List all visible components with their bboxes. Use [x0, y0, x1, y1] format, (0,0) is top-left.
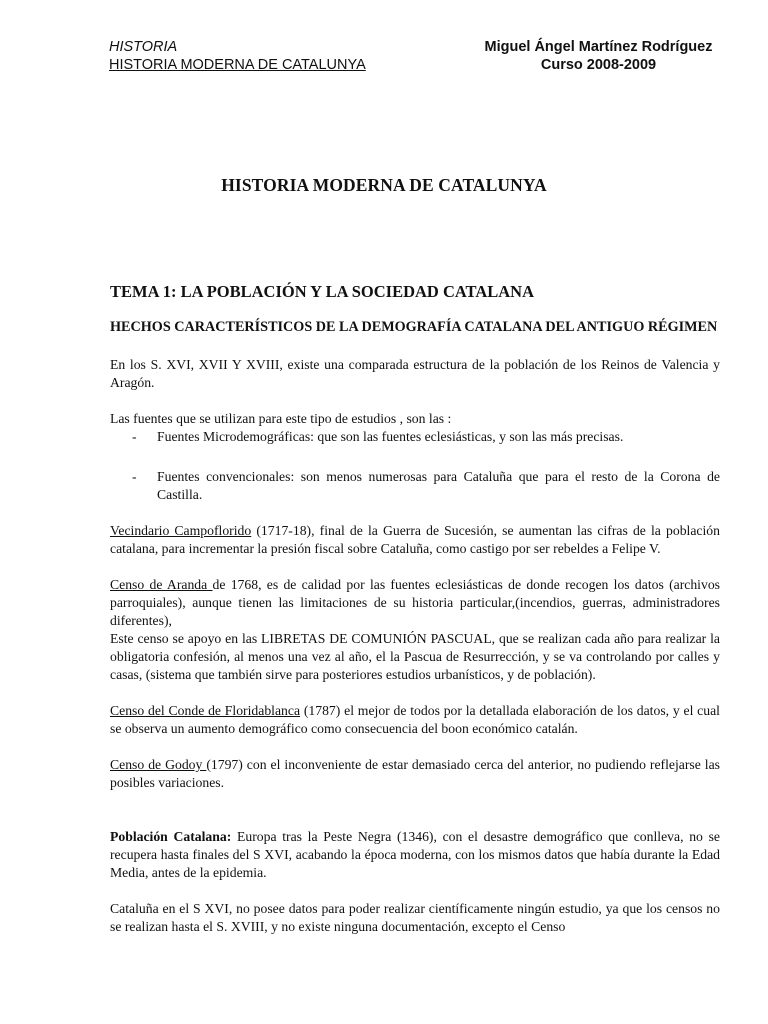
header-course-title: HISTORIA MODERNA DE CATALUNYA [109, 57, 366, 73]
godoy-text: (1797) con el inconveniente de estar demasiado cerca del anterior, no pudiendo reflejarse las posibles variaciones. [110, 757, 720, 790]
poblacion-paragraph [110, 828, 720, 882]
tema-heading: TEMA 1: LA POBLACIÓN Y LA SOCIEDAD CATALANA [110, 282, 535, 301]
header-year: Curso 2008-2009 [540, 57, 657, 73]
document-title: HISTORIA MODERNA DE CATALUNYA [221, 175, 547, 195]
campoflorido-paragraph [110, 522, 720, 558]
poblacion-text: Europa tras la Peste Negra (1346), con el desastre demográfico que conlleva, no se recupera hasta finales del S XVI, acabando la época moderna, con los mismos datos que había durante la Edad Media, antes de la epidemia. [110, 829, 721, 880]
source-convencionales: Fuentes convencionales: son menos numerosas para Cataluña que para el resto de la Corona de Castilla. [157, 469, 720, 502]
source-microdemograficas: Fuentes Microdemográficas: que son las fuentes eclesiásticas, y son las más precisas. [157, 429, 624, 444]
sources-intro: Las fuentes que se utilizan para este tipo de estudios , son las : [110, 411, 452, 426]
aranda-text: de 1768, es de calidad por las fuentes eclesiásticas de donde recogen los datos (archivos parroquiales), aunque tienen las limitaciones de su historia particular,(incendios, guerras, administradores diferentes), [110, 577, 720, 628]
bullet-dash: - [132, 429, 137, 444]
floridablanca-paragraph [110, 702, 720, 738]
campoflorido-text: (1717-18), final de la Guerra de Sucesión, se aumentan las cifras de la población catalana, para incrementar la presión fiscal sobre Cataluña, como castigo por ser rebeldes a Felipe V. [110, 523, 720, 556]
godoy-label: Censo de Godoy [110, 757, 207, 772]
list-item [110, 468, 720, 504]
floridablanca-text: (1787) el mejor de todos por la detallada elaboración de los datos, y el cual se observa un aumento demográfico como consecuencia del boon económico catalán. [110, 703, 720, 736]
header-author: Miguel Ángel Martínez Rodríguez [484, 39, 713, 55]
aranda-label: Censo de Aranda [110, 577, 213, 592]
header-left [109, 38, 366, 74]
poblacion-label: Población Catalana: [110, 829, 232, 844]
header-subject: HISTORIA [109, 39, 178, 55]
header-right [476, 38, 721, 74]
bullet-dash: - [132, 469, 137, 484]
sources-list [110, 428, 720, 504]
list-item [110, 428, 720, 446]
campoflorido-label: Vecindario Campoflorido [110, 523, 252, 538]
spacer [110, 810, 720, 828]
intro-paragraph: En los S. XVI, XVII Y XVIII, existe una comparada estructura de la población de los Reinos de Valencia y Aragón. [110, 357, 720, 390]
siglo-paragraph: Cataluña en el S XVI, no posee datos para poder realizar científicamente ningún estudio, ya que los censos no se realizan hasta el S. XVIII, y no existe ninguna documentación, excepto el Censo [110, 901, 720, 934]
section-subtitle: HECHOS CARACTERÍSTICOS DE LA DEMOGRAFÍA CATALANA DEL ANTIGUO RÉGIMEN [110, 319, 718, 335]
document-body [110, 318, 720, 954]
aranda-paragraph [110, 576, 720, 630]
aranda-paragraph-2: Este censo se apoyo en las LIBRETAS DE COMUNIÓN PASCUAL, que se realizan cada año para realizar la obligatoria confesión, al menos una vez al año, el la Pascua de Resurrección, y se va controlando por calles y casas, (sistema que también sirve para posteriores estudios urbanísticos, y de población). [110, 631, 720, 682]
godoy-paragraph [110, 756, 720, 792]
floridablanca-label: Censo del Conde de Floridablanca [110, 703, 301, 718]
